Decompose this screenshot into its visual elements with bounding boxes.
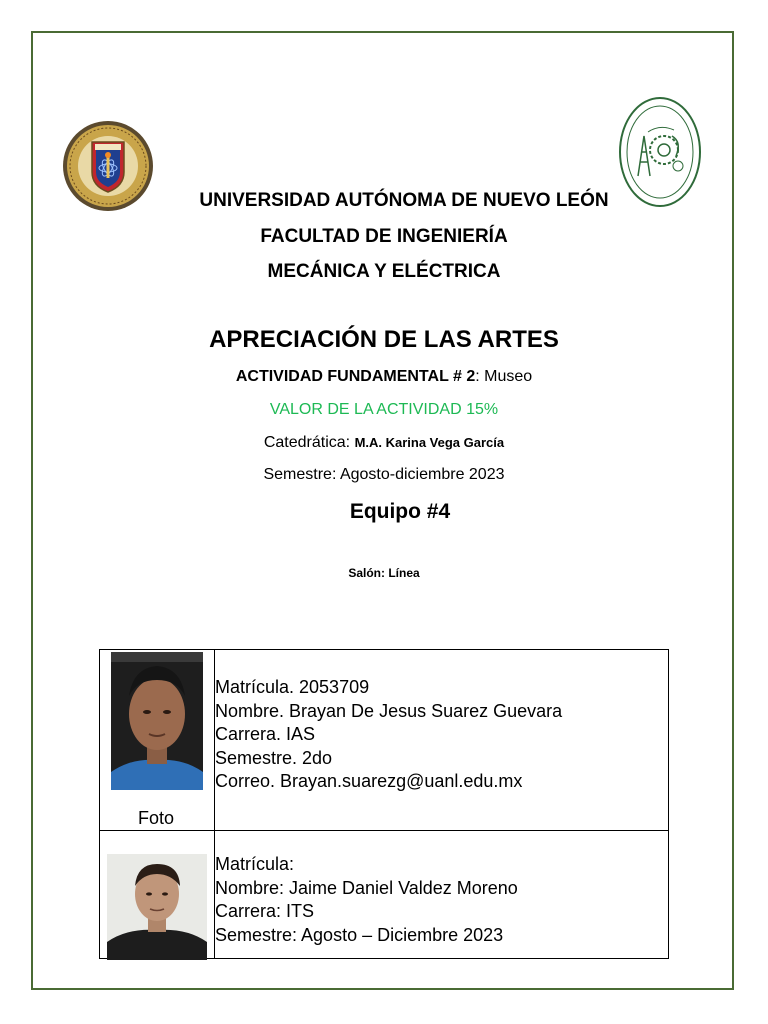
member-info-cell	[215, 650, 669, 831]
university-name: UNIVERSIDAD AUTÓNOMA DE NUEVO LEÓN	[199, 190, 609, 211]
member-photo-cell	[100, 650, 215, 831]
member-semester: Semestre. 2do	[215, 747, 333, 768]
subject-title: APRECIACIÓN DE LAS ARTES	[209, 326, 559, 353]
member-id: Matrícula:	[215, 854, 295, 874]
member-photo	[111, 652, 203, 790]
activity-value: : Museo	[475, 368, 533, 385]
member-semester: Semestre: Agosto – Diciembre 2023	[215, 924, 504, 945]
member-row	[100, 831, 669, 959]
faculty-line-1: FACULTAD DE INGENIERÍA	[260, 226, 508, 247]
photo-label: Foto	[138, 808, 175, 828]
member-photo	[107, 854, 207, 960]
member-email: Correo. Brayan.suarezg@uanl.edu.mx	[215, 771, 523, 791]
activity-value-percent: VALOR DE LA ACTIVIDAD 15%	[269, 401, 499, 418]
member-name: Nombre. Brayan De Jesus Suarez Guevara	[215, 700, 563, 721]
members-table	[99, 649, 669, 959]
activity-line	[0, 368, 768, 386]
semester-line: Semestre: Agosto-diciembre 2023	[263, 466, 505, 483]
faculty-line-2: MECÁNICA Y ELÉCTRICA	[267, 261, 501, 282]
member-career: Carrera: ITS	[215, 901, 315, 921]
teacher-name: M.A. Karina Vega García	[354, 435, 505, 450]
member-info-cell	[215, 831, 669, 959]
team-title: Equipo #4	[349, 500, 451, 523]
member-career: Carrera. IAS	[215, 724, 316, 744]
teacher-label: Catedrática:	[263, 434, 355, 451]
member-row	[100, 650, 669, 831]
room-line: Salón: Línea	[348, 566, 420, 580]
teacher-line	[0, 434, 768, 452]
member-id: Matrícula. 2053709	[215, 677, 370, 697]
member-photo-cell	[100, 831, 215, 959]
member-name: Nombre: Jaime Daniel Valdez Moreno	[215, 877, 518, 898]
activity-label: ACTIVIDAD FUNDAMENTAL # 2	[235, 368, 476, 385]
